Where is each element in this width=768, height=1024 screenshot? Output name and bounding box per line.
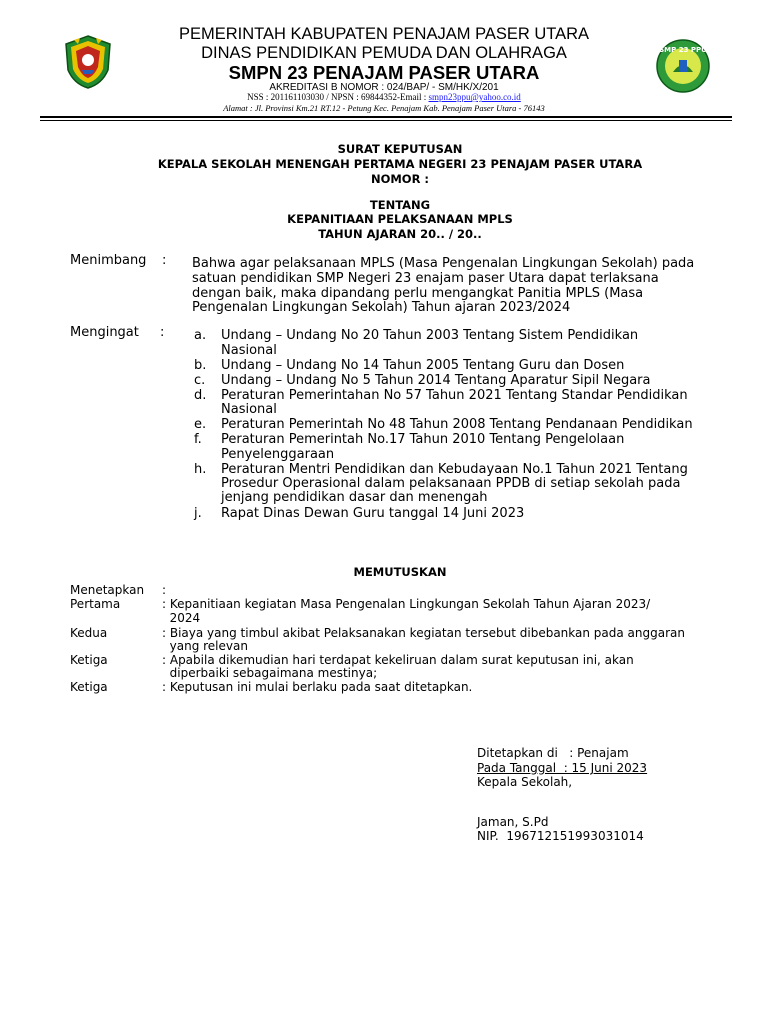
decision-text-continued: yang relevan <box>162 639 248 653</box>
svg-text:SMP 23 PPU: SMP 23 PPU <box>659 46 707 54</box>
list-item: Peraturan Pemerintahan No 57 Tahun 2021 Tentang Standar Pendidikan <box>221 388 688 403</box>
list-marker: f. <box>194 432 202 447</box>
list-marker: h. <box>194 462 207 477</box>
school-name: SMPN 23 PENAJAM PASER UTARA <box>228 62 540 83</box>
list-item: Undang – Undang No 20 Tahun 2003 Tentang Sistem Pendidikan <box>221 328 639 343</box>
decision-text-continued: diperbaiki sebagaimana mestinya; <box>162 666 378 680</box>
decree-issuer: KEPALA SEKOLAH MENENGAH PERTAMA NEGERI 23 PENAJAM PASER UTARA <box>157 157 643 171</box>
decision-text: : Kepanitiaan kegiatan Masa Pengenalan Lingkungan Sekolah Tahun Ajaran 2023/ <box>162 597 651 611</box>
list-item: Peraturan Pemerintah No 48 Tahun 2008 Tentang Pendanaan Pendidikan <box>221 417 693 432</box>
list-marker: d. <box>194 388 207 403</box>
menimbang-line: dengan baik, maka dipandang perlu mengangkat Panitia MPLS (Masa <box>192 286 644 301</box>
decision-text: : <box>162 583 167 597</box>
email-link[interactable]: smpn23ppu@yahoo.co.id <box>428 92 521 102</box>
signature-position: Kepala Sekolah, <box>477 775 573 789</box>
nss-npsn-line <box>0 92 768 102</box>
decision-text: : Biaya yang timbul akibat Pelaksanakan kegiatan tersebut dibebankan pada anggaran <box>162 626 685 640</box>
decision-label: Kedua <box>70 626 108 640</box>
academic-year: TAHUN AJARAN 20.. / 20.. <box>318 227 482 241</box>
list-marker: c. <box>194 373 206 388</box>
letterhead-divider-thin <box>40 120 732 121</box>
list-item-continued: Prosedur Operasional dalam pelaksanaan PPDB di setiap sekolah pada <box>221 476 681 491</box>
menimbang-colon: : <box>162 253 167 268</box>
decision-heading: MEMUTUSKAN <box>353 565 447 579</box>
about-heading: TENTANG <box>369 198 431 212</box>
list-item: Undang – Undang No 5 Tahun 2014 Tentang Aparatur Sipil Negara <box>221 373 651 388</box>
menimbang-label: Menimbang <box>70 253 147 268</box>
decision-label: Ketiga <box>70 653 108 667</box>
signatory-nip: NIP. 196712151993031014 <box>477 829 644 843</box>
address-line: Alamat : Jl. Provinsi Km.21 RT.12 - Petung Kec. Penajam Kab. Penajam Paser Utara - 76143 <box>223 103 545 113</box>
decision-label: Pertama <box>70 597 121 611</box>
signature-place: Ditetapkan di : Penajam <box>477 746 629 760</box>
signature-date: Pada Tanggal : 15 Juni 2023 <box>477 761 648 775</box>
decree-title: SURAT KEPUTUSAN <box>337 142 463 156</box>
menimbang-line: Bahwa agar pelaksanaan MPLS (Masa Pengenalan Lingkungan Sekolah) pada <box>192 256 695 271</box>
menimbang-line: Pengenalan Lingkungan Sekolah) Tahun ajaran 2023/2024 <box>192 300 571 315</box>
signatory-name: Jaman, S.Pd <box>477 815 549 829</box>
decree-number: NOMOR : <box>370 172 430 186</box>
accreditation-line: AKREDITASI B NOMOR : 024/BAP/ - SM/HK/X/201 <box>269 82 499 93</box>
decision-text-continued: 2024 <box>162 611 201 625</box>
list-item-continued: Nasional <box>221 402 277 417</box>
nss-npsn-text: NSS : 201161103030 / NPSN : 69844352-Email : <box>247 92 429 102</box>
list-item: Undang – Undang No 14 Tahun 2005 Tentang Guru dan Dosen <box>221 358 625 373</box>
government-name: PEMERINTAH KABUPATEN PENAJAM PASER UTARA <box>178 25 590 43</box>
list-item: Rapat Dinas Dewan Guru tanggal 14 Juni 2023 <box>221 506 525 521</box>
list-item-continued: Nasional <box>221 343 277 358</box>
list-item-continued: Penyelenggaraan <box>221 447 335 462</box>
decision-label: Ketiga <box>70 680 108 694</box>
list-marker: j. <box>194 506 202 521</box>
list-item: Peraturan Mentri Pendidikan dan Kebudayaan No.1 Tahun 2021 Tentang <box>221 462 688 477</box>
decision-label: Menetapkan <box>70 583 145 597</box>
list-marker: b. <box>194 358 207 373</box>
decision-text: : Apabila dikemudian hari terdapat kekeliruan dalam surat keputusan ini, akan <box>162 653 634 667</box>
list-item: Peraturan Pemerintah No.17 Tahun 2010 Tentang Pengelolaan <box>221 432 625 447</box>
list-item-continued: jenjang pendidikan dasar dan menengah <box>221 490 488 505</box>
list-marker: e. <box>194 417 207 432</box>
decree-subject: KEPANITIAAN PELAKSANAAN MPLS <box>287 212 513 226</box>
list-marker: a. <box>194 328 207 343</box>
letterhead-divider-thick <box>40 116 732 118</box>
mengingat-label: Mengingat <box>70 325 139 340</box>
agency-name: DINAS PENDIDIKAN PEMUDA DAN OLAHRAGA <box>201 44 567 62</box>
mengingat-colon: : <box>160 325 165 340</box>
menimbang-line: satuan pendidikan SMP Negeri 23 enajam paser Utara dapat terlaksana <box>192 271 659 286</box>
decision-text: : Keputusan ini mulai berlaku pada saat ditetapkan. <box>162 680 473 694</box>
